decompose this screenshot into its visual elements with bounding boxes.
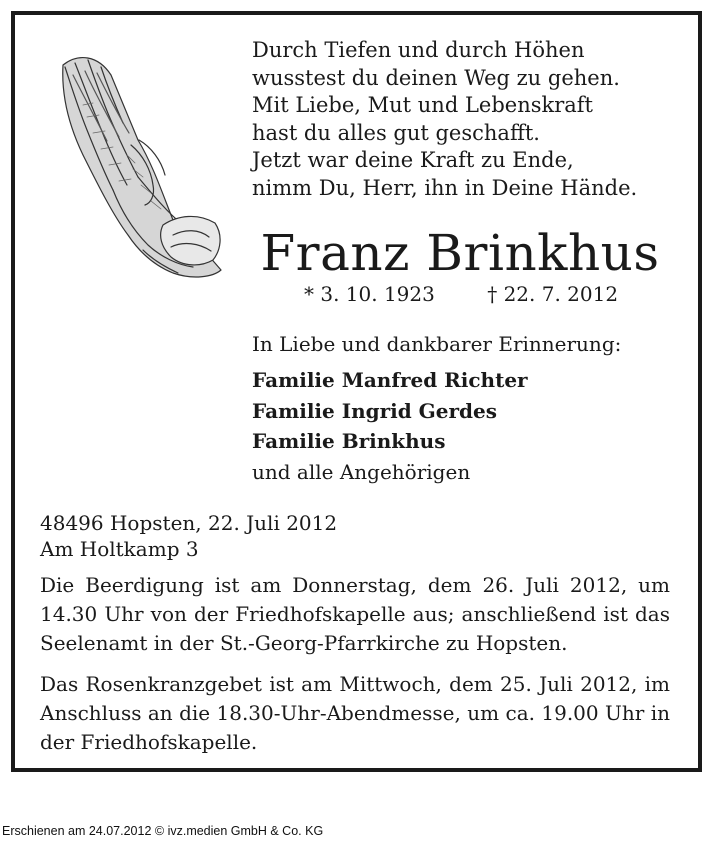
obituary-notice	[11, 11, 702, 772]
family-name: Familie Brinkhus	[252, 429, 446, 453]
mourners-list	[252, 365, 528, 487]
poem-line: Mit Liebe, Mut und Lebenskraft	[252, 93, 593, 117]
publication-footer: Erschienen am 24.07.2012 © ivz.medien GmbH & Co. KG	[2, 824, 324, 838]
poem-line: wusstest du deinen Weg zu gehen.	[252, 65, 620, 90]
mourners-intro: In Liebe und dankbarer Erinnerung:	[252, 332, 622, 356]
funeral-notice: Die Beerdigung ist am Donnerstag, dem 26. Juli 2012, um 14.30 Uhr von der Friedhofskapelle aus; anschließend ist das Seelenamt in der St.-Georg-Pfarrkirche zu Hopsten.	[40, 573, 670, 655]
praying-hands-icon	[43, 45, 228, 285]
family-name: Familie Ingrid Gerdes	[252, 398, 497, 423]
poem-line: Jetzt war deine Kraft zu Ende,	[252, 148, 574, 172]
death-date: † 22. 7. 2012	[487, 282, 619, 306]
deceased-name: Franz Brinkhus	[260, 224, 660, 282]
poem-line: hast du alles gut geschafft.	[252, 120, 540, 145]
life-dates	[304, 282, 618, 306]
poem-line: nimm Du, Herr, ihn in Deine Hände.	[252, 175, 638, 200]
street-address: Am Holtkamp 3	[40, 537, 199, 561]
poem	[252, 37, 672, 202]
other-relatives: und alle Angehörigen	[252, 459, 471, 484]
family-name: Familie Manfred Richter	[252, 368, 528, 392]
poem-line: Durch Tiefen und durch Höhen	[252, 38, 585, 62]
place-date: 48496 Hopsten, 22. Juli 2012	[40, 511, 338, 535]
address-block	[40, 510, 337, 562]
birth-date: * 3. 10. 1923	[304, 282, 435, 306]
rosary-notice: Das Rosenkranzgebet ist am Mittwoch, dem 25. Juli 2012, im Anschluss an die 18.30-Uhr-Abendmesse, um ca. 19.00 Uhr in der Friedhofskapelle.	[40, 672, 670, 754]
